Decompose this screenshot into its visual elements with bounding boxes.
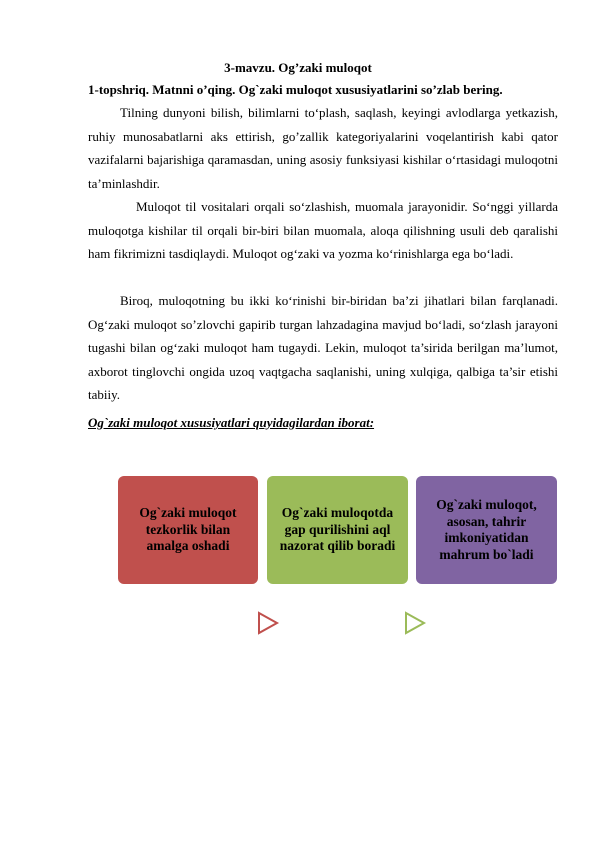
page-title: 3-mavzu. Og’zaki muloqot bbox=[224, 60, 372, 75]
feature-box-text: Og`zaki muloqot tezkorlik bilan amalga oshadi bbox=[139, 505, 237, 554]
task-heading: 1-topshriq. Matnni o’qing. Og`zaki muloqot xususiyatlarini so’zlab bering. bbox=[88, 82, 503, 97]
paragraph-2: Muloqot til vositalari orqali so‘zlashish, muomala jarayonidir. So‘nggi yillarda muloqotga kishilar til orqali bir-biri bilan muomala, aloqa qilishning usuli deb qaralishi ham fikrimizni tasdiqlaydi. Muloqot og‘zaki va yozma ko‘rinishlarga ega bo‘ladi. bbox=[88, 199, 558, 261]
feature-box-text: Og`zaki muloqotda gap qurilishini aql nazorat qilib boradi bbox=[279, 505, 396, 554]
paragraph-3: Biroq, muloqotning bu ikki ko‘rinishi bir-biridan ba’zi jihatlari bilan farqlanadi. Og‘zaki muloqot so’zlovchi gapirib turgan lahzadagina mavjud bo‘ladi, so‘zlash jarayoni tugashi bilan og‘zaki muloqot ham tugaydi. Lekin, muloqot ta’sirida berilgan ma’lumot, axborot tinglovchi ongida uzoq vaqtgacha saqlanishi, uning xulqiga, qalbiga ta’sir etishi tabiiy. bbox=[88, 293, 558, 402]
feature-box-text: Og`zaki muloqot, asosan, tahrir imkoniyatidan mahrum bo`ladi bbox=[436, 497, 537, 562]
features-heading: Og`zaki muloqot xususiyatlari quyidagilardan iborat: bbox=[88, 415, 375, 430]
triangle-right-icon bbox=[403, 611, 427, 635]
feature-box-control bbox=[267, 476, 408, 584]
paragraph-1: Tilning dunyoni bilish, bilimlarni to‘plash, saqlash, keyingi avlodlarga yetkazish, ruhiy munosabatlarni aks ettirish, go’zallik kategoriyalarini voqelantirish kabi qator vazifalarni bajarishiga qaramasdan, uning asosiy funksiyasi kishilar o‘rtasidagi muloqotni ta’minlashdir. bbox=[88, 105, 558, 191]
feature-box-speed bbox=[118, 476, 258, 584]
triangle-right-icon bbox=[256, 611, 280, 635]
feature-box-no-edit bbox=[416, 476, 557, 584]
